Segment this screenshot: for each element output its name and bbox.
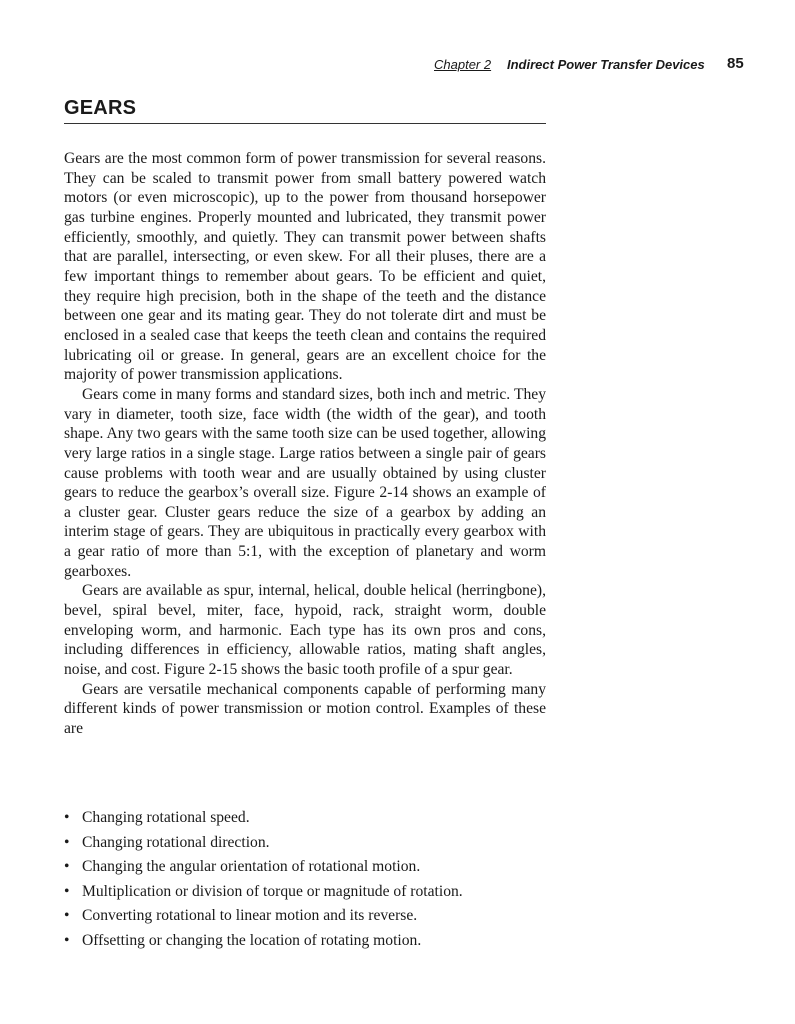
bullet-text: Changing rotational direction. xyxy=(82,833,270,851)
bullet-icon: • xyxy=(64,882,70,900)
bullet-icon: • xyxy=(64,858,70,876)
bullet-text: Multiplication or division of torque or magnitude of rotation. xyxy=(82,882,463,900)
bullet-item xyxy=(64,808,546,833)
paragraph-4: Gears are versatile mechanical components capable of performing many different kinds of power transmission or motion control. Examples of these are xyxy=(64,680,546,738)
paragraph-3: Gears are available as spur, internal, helical, double helical (herringbone), bevel, spiral bevel, miter, face, hypoid, rack, straight worm, double enveloping worm, and harmonic. Each type has its own pros and cons, including differences in efficiency, allowable ratios, mating shaft angles, noise, and cost. Figure 2-15 shows the basic tooth profile of a spur gear. xyxy=(64,582,546,679)
bullet-item xyxy=(64,857,546,882)
heading-rule xyxy=(64,123,546,124)
section-heading: GEARS xyxy=(64,97,137,119)
bullet-icon: • xyxy=(64,931,70,949)
bullet-item xyxy=(64,931,546,956)
bullet-text: Offsetting or changing the location of rotating motion. xyxy=(82,931,422,949)
bullet-icon: • xyxy=(64,809,70,826)
bullet-icon: • xyxy=(64,833,70,851)
bullet-text: Changing rotational speed. xyxy=(82,809,250,826)
chapter-label: Chapter 2 xyxy=(434,57,492,72)
paragraph-2: Gears come in many forms and standard sizes, both inch and metric. They vary in diameter, tooth size, face width (the width of the gear), and tooth shape. Any two gears with the same tooth size can be used together, allowing very large ratios in a single stage. Large ratios between a single pair of gears cause problems with tooth wear and are usually obtained by using cluster gears to reduce the gearbox’s overall size. Figure 2-14 shows an example of a cluster gear. Cluster gears reduce the size of a gearbox by adding an interim stage of gears. They are ubiquitous in practically every gearbox with a gear ratio of more than 5:1, with the exception of planetary and worm gearboxes. xyxy=(64,385,546,580)
running-header xyxy=(0,55,795,75)
bullet-icon: • xyxy=(64,907,70,925)
bullet-item xyxy=(64,882,546,907)
body-text xyxy=(64,149,546,739)
paragraph-1: Gears are the most common form of power transmission for several reasons. They can be scaled to transmit power from small battery powered watch motors (or even microscopic), up to the power from thousand horsepower gas turbine engines. Properly mounted and lubricated, they transmit power efficiently, smoothly, and quietly. They can transmit power between shafts that are parallel, intersecting, or even skew. For all their pluses, there are a few important things to remember about gears. To be efficient and quiet, they require high precision, both in the shape of the teeth and the distance between one gear and its mating gear. They do not tolerate dirt and must be enclosed in a sealed case that keeps the teeth clean and contains the required lubricating oil or grease. In general, gears are an excellent choice for the majority of power transmission applications. xyxy=(64,150,546,384)
bullet-text: Changing the angular orientation of rotational motion. xyxy=(82,858,421,876)
bullet-item xyxy=(64,833,546,858)
chapter-title: Indirect Power Transfer Devices xyxy=(507,57,705,72)
bullet-list xyxy=(64,808,546,956)
bullet-item xyxy=(64,906,546,931)
page-number: 85 xyxy=(727,55,744,72)
bullet-text: Converting rotational to linear motion and its reverse. xyxy=(82,907,418,925)
